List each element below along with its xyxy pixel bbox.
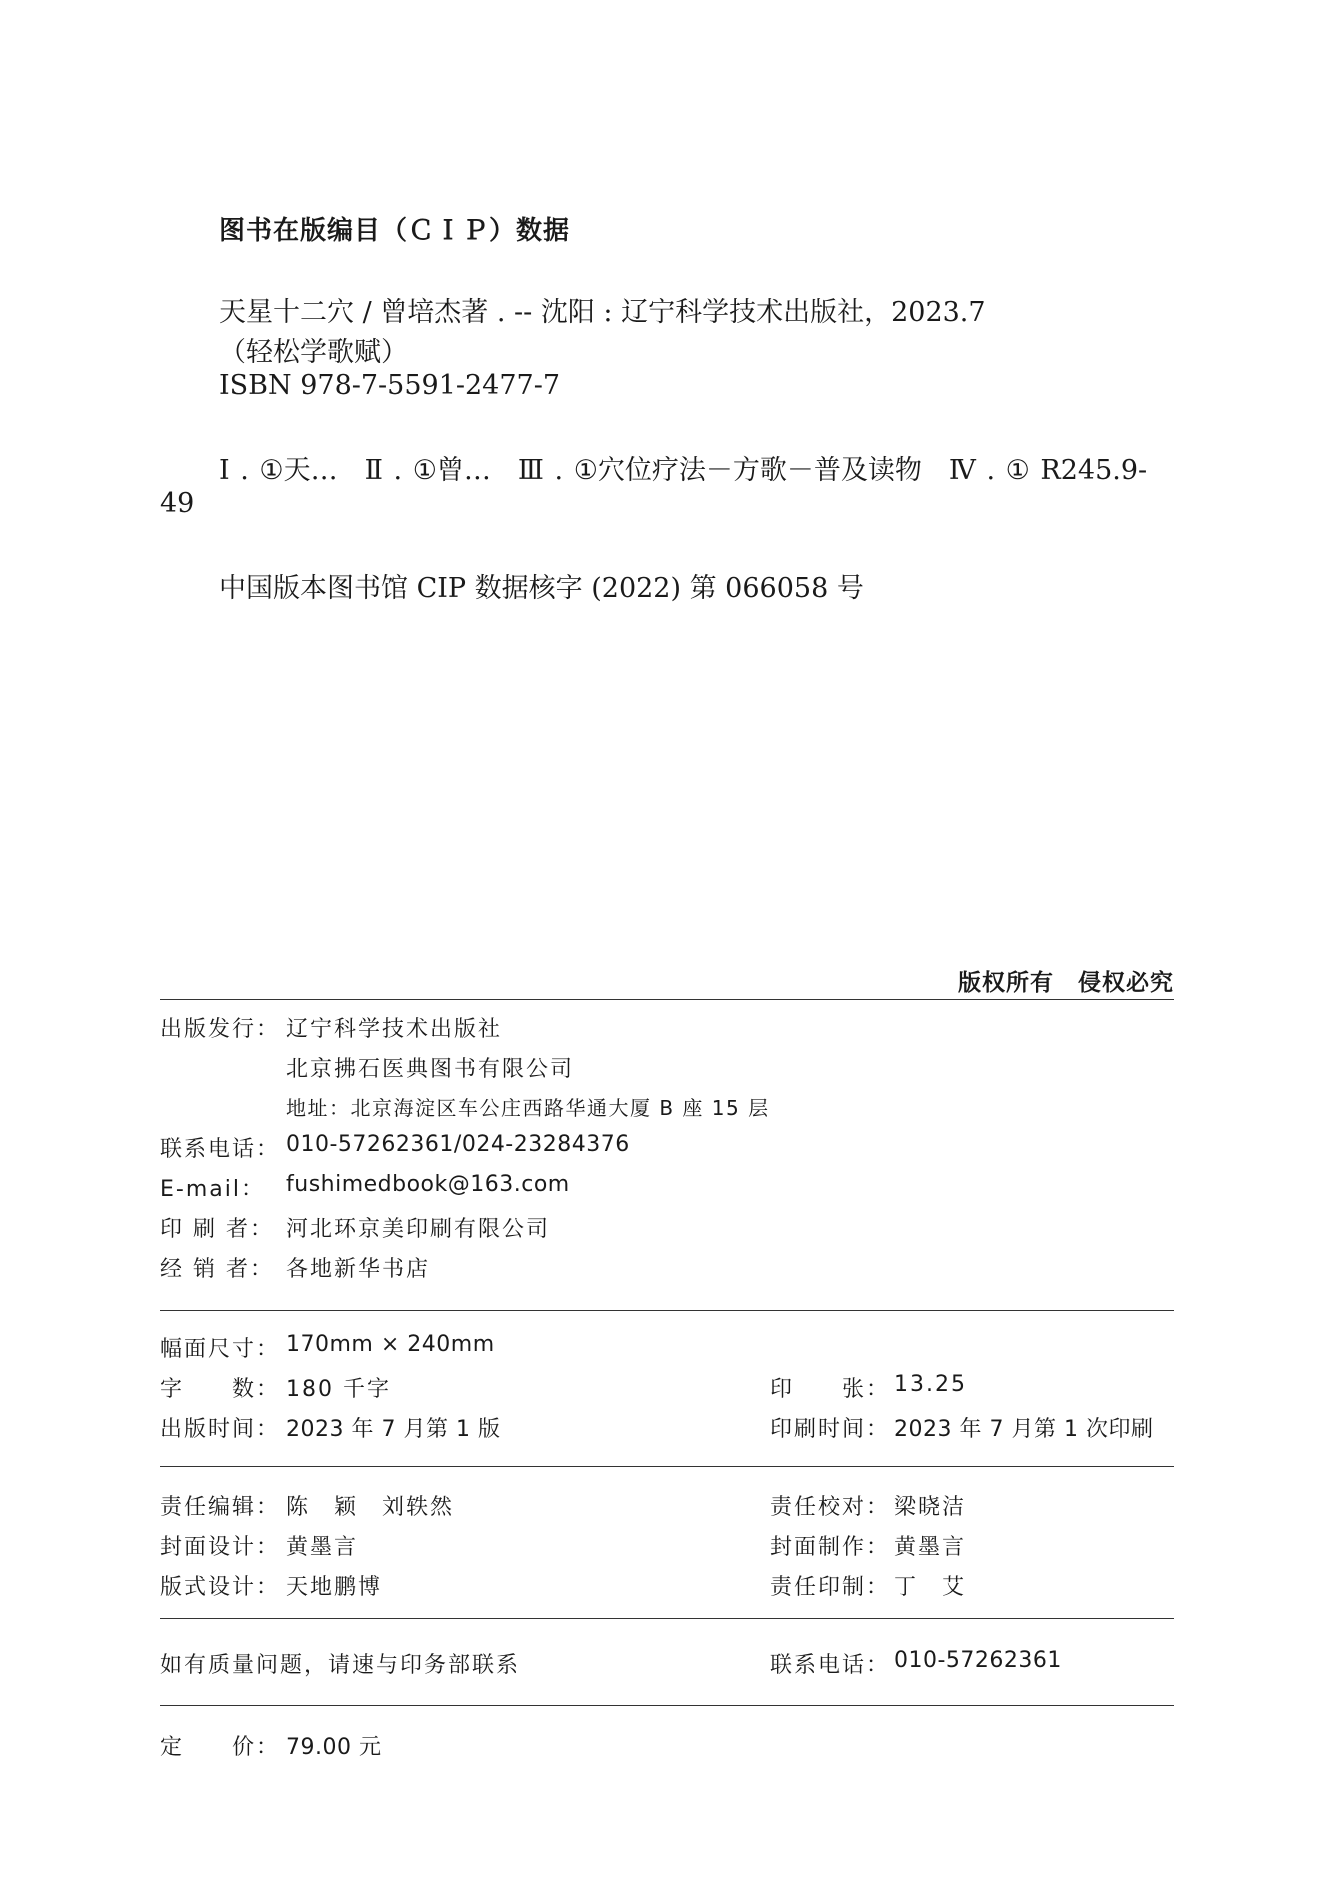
size-label: 幅面尺寸： — [160, 1337, 281, 1362]
copyright-notice: 版权所有 侵权必究 — [958, 970, 1174, 996]
cip-series-line: （轻松学歌赋） — [219, 337, 408, 368]
words-value: 180 千字 — [286, 1377, 391, 1402]
cover-make-label: 封面制作： — [770, 1535, 891, 1560]
words-label: 字 数： — [160, 1377, 281, 1402]
distributor-label: 经 销 者： — [160, 1257, 274, 1282]
cover-design-label: 封面设计： — [160, 1535, 281, 1560]
editor-label: 责任编辑： — [160, 1495, 281, 1520]
quality-notice: 如有质量问题，请速与印务部联系 — [160, 1653, 521, 1678]
cip-heading: 图书在版编目（ＣＩＰ）数据 — [219, 216, 571, 246]
proof-label: 责任校对： — [770, 1495, 891, 1520]
print-time-value: 2023 年 7 月第 1 次印刷 — [894, 1417, 1154, 1442]
cip-classification: Ⅰ . ①天… Ⅱ . ①曾… Ⅲ . ①穴位疗法－方歌－普及读物 Ⅳ . ① R245.9- — [219, 455, 1148, 486]
cover-make-value: 黄墨言 — [894, 1535, 967, 1560]
sheets-label: 印 张： — [770, 1377, 891, 1402]
divider — [160, 999, 1174, 1000]
divider — [160, 1618, 1174, 1619]
divider — [160, 1466, 1174, 1467]
cip-title-author-line: 天星十二穴 / 曾培杰著 . -- 沈阳 : 辽宁科学技术出版社，2023.7 — [219, 297, 986, 328]
pub-time-label: 出版时间： — [160, 1417, 281, 1442]
proof-value: 梁晓洁 — [894, 1495, 967, 1520]
sheets-value: 13.25 — [894, 1372, 967, 1397]
publisher-value: 辽宁科学技术出版社 — [286, 1017, 503, 1042]
printer-label: 印 刷 者： — [160, 1217, 274, 1242]
layout-value: 天地鹏博 — [286, 1575, 383, 1600]
cip-isbn-line: ISBN 978-7-5591-2477-7 — [219, 370, 561, 401]
co-publisher-value: 北京拂石医典图书有限公司 — [286, 1057, 575, 1082]
phone-value: 010-57262361/024-23284376 — [286, 1132, 630, 1157]
print-time-label: 印刷时间： — [770, 1417, 891, 1442]
quality-phone-label: 联系电话： — [770, 1653, 891, 1678]
divider — [160, 1310, 1174, 1311]
price-value: 79.00 元 — [286, 1735, 382, 1760]
address-value: 地址：北京海淀区车公庄西路华通大厦 B 座 15 层 — [286, 1096, 770, 1120]
price-label: 定 价： — [160, 1735, 281, 1760]
pub-time-value: 2023 年 7 月第 1 版 — [286, 1417, 501, 1442]
layout-label: 版式设计： — [160, 1575, 281, 1600]
cip-record-number: 中国版本图书馆 CIP 数据核字 (2022) 第 066058 号 — [219, 573, 864, 604]
size-value: 170mm × 240mm — [286, 1332, 495, 1357]
printer-value: 河北环京美印刷有限公司 — [286, 1217, 551, 1242]
cip-classification-continued: 49 — [160, 488, 195, 519]
divider — [160, 1705, 1174, 1706]
editor-value: 陈 颖 刘轶然 — [286, 1495, 455, 1520]
email-value: fushimedbook@163.com — [286, 1172, 570, 1197]
publisher-label: 出版发行： — [160, 1017, 281, 1042]
quality-phone-value: 010-57262361 — [894, 1648, 1062, 1673]
print-manager-value: 丁 艾 — [894, 1575, 967, 1600]
print-manager-label: 责任印制： — [770, 1575, 891, 1600]
distributor-value: 各地新华书店 — [286, 1257, 431, 1282]
email-label: E-mail： — [160, 1177, 265, 1202]
cover-design-value: 黄墨言 — [286, 1535, 359, 1560]
phone-label: 联系电话： — [160, 1137, 281, 1162]
